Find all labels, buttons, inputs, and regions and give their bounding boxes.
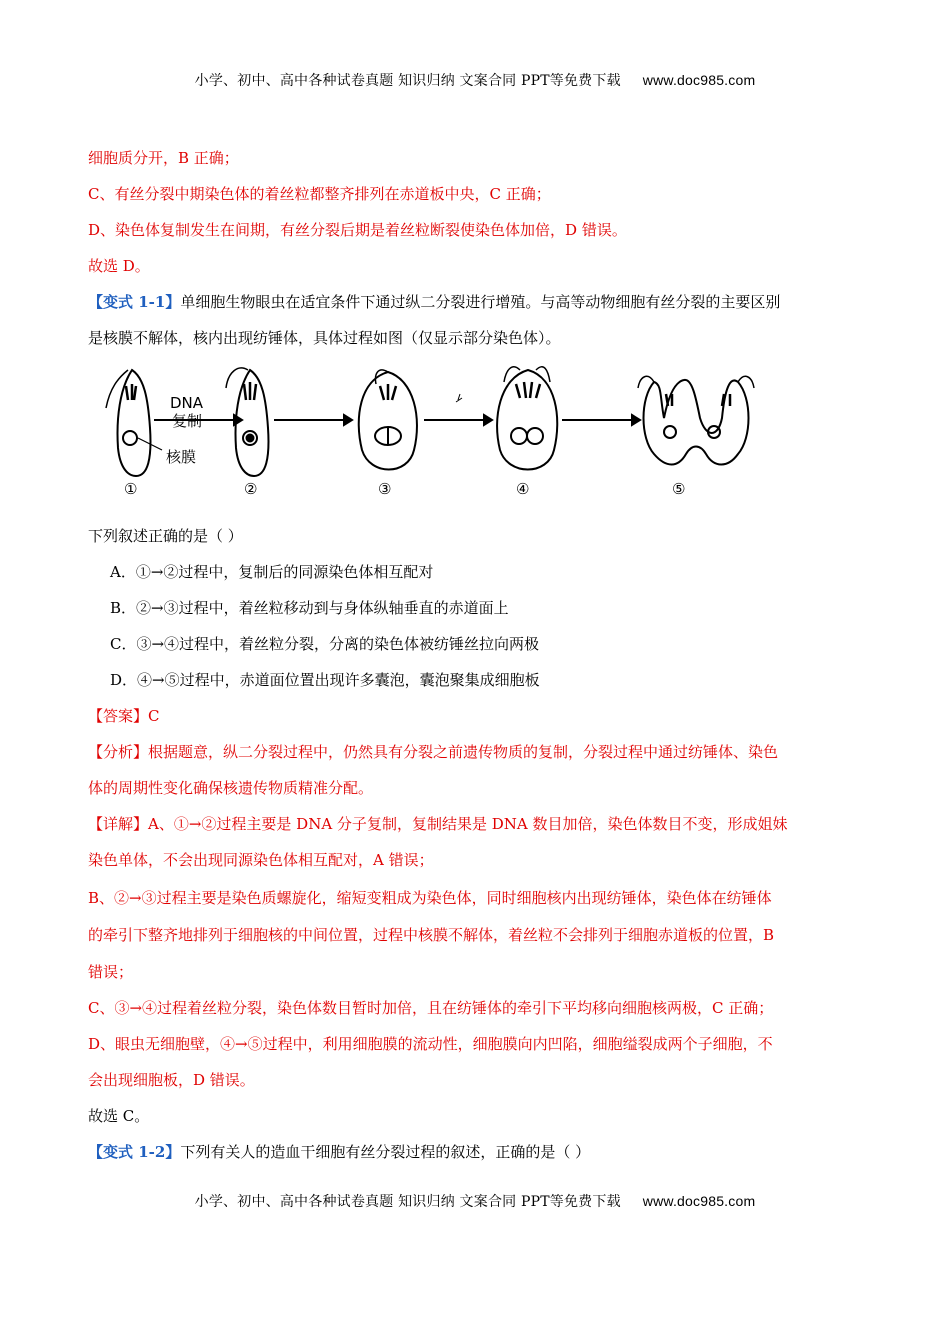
analysis-line-2: 体的周期性变化确保核遗传物质精准分配。 [88,779,374,797]
page-header [0,70,950,90]
answer-tag: 【答案】 [88,707,149,725]
conclusion: 故选 C。 [88,1107,150,1125]
figure-label-3: ③ [378,480,392,498]
cell-1 [106,370,150,476]
question-stem-1 [88,291,868,312]
option-b[interactable]: B．②→③过程中，着丝粒移动到与身体纵轴垂直的赤道面上 [110,599,509,617]
detail-line-4: 的牵引下整齐地排列于细胞核的中间位置，过程中核膜不解体，着丝粒不会排列于细胞赤道板的位置，B [88,926,775,944]
question-2-stem [88,1141,868,1162]
footer-url[interactable]: www.doc985.com [642,1193,756,1209]
euglena-division-figure [88,358,768,500]
question-tag: 【变式 1-1】 [88,293,181,311]
cell-3 [359,370,417,470]
question-2-tag: 【变式 1-2】 [88,1143,181,1161]
question-2-text: 下列有关人的造血干细胞有丝分裂过程的叙述，正确的是（ ） [180,1143,591,1161]
detail-line-3: B、②→③过程主要是染色质螺旋化，缩短变粗成为染色体，同时细胞核内出现纺锤体，染色体在纺锤体 [88,889,772,907]
answer [88,705,868,726]
footer-text: 小学、初中、高中各种试卷真题 知识归纳 文案合同 PPT等免费下载 [194,1194,621,1210]
figure-label-1: ① [124,480,138,498]
membrane-label: 核膜 [166,448,197,466]
stem-text-1: 单细胞生物眼虫在适宜条件下通过纵二分裂进行增殖。与高等动物细胞有丝分裂的主要区别 [180,293,781,311]
detail-line-7: D、眼虫无细胞壁，④→⑤过程中，利用细胞膜的流动性，细胞膜向内凹陷，细胞缢裂成两个子细胞，不 [88,1035,773,1053]
copy-label: 复制 [172,412,203,430]
page-footer [0,1191,950,1211]
prev-line-3: D、染色体复制发生在间期，有丝分裂后期是着丝粒断裂使染色体加倍，D 错误。 [88,221,627,239]
analysis-tag: 【分析】 [88,743,149,761]
question-stem-2: 是核膜不解体，核内出现纺锤体，具体过程如图（仅显示部分染色体）。 [88,329,561,347]
analysis-line-1 [88,741,868,762]
option-a[interactable]: A．①→②过程中，复制后的同源染色体相互配对 [110,563,434,581]
figure-label-5: ⑤ [672,480,686,498]
analysis-text-1: 根据题意，纵二分裂过程中，仍然具有分裂之前遗传物质的复制，分裂过程中通过纺锤体、染色 [148,743,779,761]
detail-line-8: 会出现细胞板，D 错误。 [88,1071,255,1089]
detail-line-2: 染色单体，不会出现同源染色体相互配对，A 错误； [88,851,434,869]
detail-text-1: A、①→②过程主要是 DNA 分子复制，复制结果是 DNA 数目加倍，染色体数目不变，形成姐妹 [148,815,788,833]
cell-4 [497,367,557,470]
detail-tag: 【详解】 [88,815,149,833]
cell-2 [226,368,268,476]
header-url[interactable]: www.doc985.com [642,72,756,88]
figure-label-4: ④ [516,480,530,498]
option-c[interactable]: C．③→④过程中，着丝粒分裂，分离的染色体被纺锤丝拉向两极 [110,635,540,653]
figure-label-2: ② [244,480,258,498]
question-ask: 下列叙述正确的是（ ） [88,527,243,545]
answer-value: C [148,707,160,725]
detail-line-6: C、③→④过程着丝粒分裂，染色体数目暂时加倍，且在纺锤体的牵引下平均移向细胞核两极，C 正确； [88,999,774,1017]
header-text: 小学、初中、高中各种试卷真题 知识归纳 文案合同 PPT等免费下载 [194,73,621,89]
option-d[interactable]: D．④→⑤过程中，赤道面位置出现许多囊泡，囊泡聚集成细胞板 [110,671,540,689]
dna-label: DNA [170,394,204,412]
detail-line-1 [88,813,868,834]
prev-conclusion: 故选 D。 [88,257,150,275]
cell-5 [638,376,754,464]
detail-line-5: 错误； [88,963,134,981]
prev-line-1: 细胞质分开，B 正确； [88,149,239,167]
prev-line-2: C、有丝分裂中期染色体的着丝粒都整齐排列在赤道板中央，C 正确； [88,185,551,203]
